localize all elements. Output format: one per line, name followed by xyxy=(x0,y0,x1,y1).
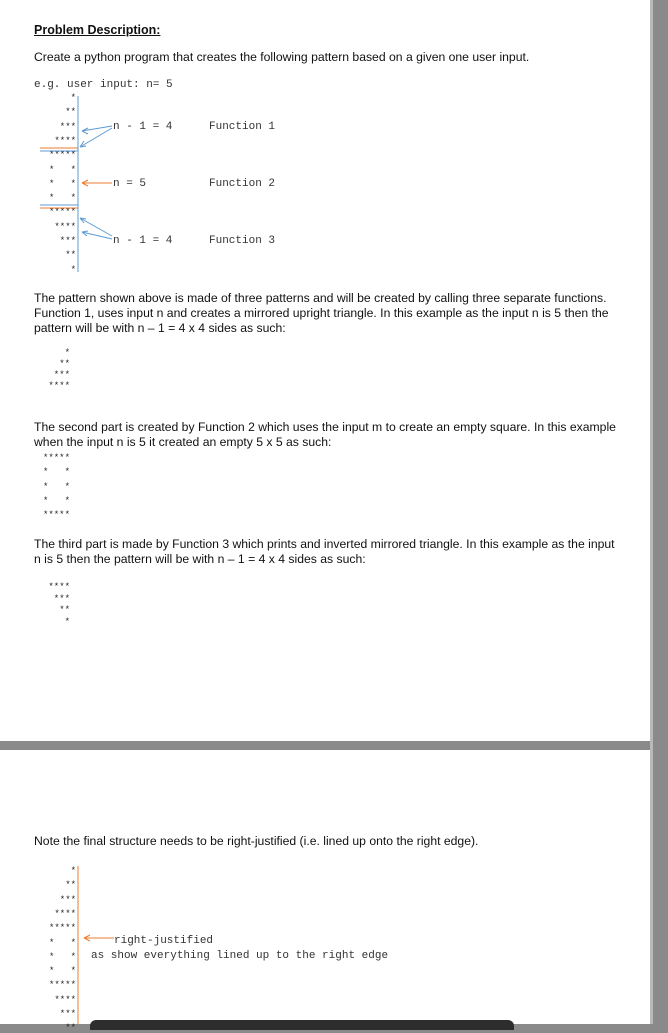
pattern-row: ** xyxy=(65,250,76,261)
pattern-row: **** xyxy=(54,908,76,919)
arrow-icon xyxy=(82,231,112,239)
pattern-row: ***** xyxy=(48,207,76,218)
pattern-row: * xyxy=(64,348,70,358)
pattern-row: * * xyxy=(48,164,76,175)
arrow-icon xyxy=(82,180,112,186)
pattern-row: ** xyxy=(65,880,76,891)
label-eq-1: n - 1 = 4 xyxy=(113,121,173,133)
pattern-row: ***** xyxy=(48,980,76,991)
pattern-row: * * xyxy=(42,481,70,492)
pattern-row: **** xyxy=(54,135,76,146)
pattern-row: **** xyxy=(54,994,76,1005)
pattern-row: **** xyxy=(54,221,76,232)
pattern-row: * xyxy=(70,93,76,103)
pattern-row: * * xyxy=(48,937,76,948)
label-function-2: Function 2 xyxy=(209,178,276,190)
pattern-row: ** xyxy=(59,359,70,369)
pattern-row: **** xyxy=(48,582,70,592)
pattern-row: ***** xyxy=(42,510,70,521)
pattern-row: *** xyxy=(53,370,70,380)
intro-text: Create a python program that creates the following pattern based on a given one user input. xyxy=(34,50,530,64)
label-eq-3: n - 1 = 4 xyxy=(113,235,173,247)
pattern-row: *** xyxy=(59,121,76,132)
bottom-scrollbar[interactable] xyxy=(90,1020,514,1030)
arrow-icon xyxy=(84,935,114,941)
label-eq-2: n = 5 xyxy=(113,178,147,190)
paragraph-function-2: The second part is created by Function 2 which uses the input m to create an empty square. In this example when the input n is 5 it created an empty 5 x 5 as such: xyxy=(34,420,616,450)
pattern-row: ***** xyxy=(48,150,76,161)
arrow-icon xyxy=(82,126,112,134)
pattern-row: *** xyxy=(53,593,70,604)
pattern-row: * xyxy=(70,866,76,876)
label-function-3: Function 3 xyxy=(209,235,276,247)
pattern-row: ***** xyxy=(48,923,76,934)
annotation-explanation: as show everything lined up to the right edge xyxy=(91,950,389,962)
note-text: Note the final structure needs to be right-justified (i.e. lined up onto the right edge). xyxy=(34,834,479,848)
pattern-row: ** xyxy=(65,107,76,118)
pattern-row: ** xyxy=(59,605,70,615)
pattern-row: * xyxy=(64,616,70,627)
paragraph-function-1: The pattern shown above is made of three patterns and will be created by calling three separate functions. Function 1, uses input n and creates a mirrored upright triangle. In this example as the input n is 5 then the pattern will be with n – 1 = 4 x 4 sides as such: xyxy=(34,291,609,336)
pattern-row: * * xyxy=(42,467,70,478)
arrow-icon xyxy=(80,218,112,236)
pattern-row: **** xyxy=(48,381,70,391)
pattern-row: *** xyxy=(59,894,76,905)
pattern-row: * * xyxy=(42,495,70,506)
pattern-row: ***** xyxy=(42,453,70,463)
final-annotation-lines xyxy=(0,750,650,1024)
pattern-row: * * xyxy=(48,178,76,189)
annotation-right-justified: right-justified xyxy=(114,935,214,947)
pattern-row: * xyxy=(70,264,76,275)
document-page-2 xyxy=(0,750,650,1033)
pattern-row: *** xyxy=(59,1009,76,1019)
paragraph-function-3: The third part is made by Function 3 which prints and inverted mirrored triangle. In this example as the input n is 5 then the pattern will be with n – 1 = 4 x 4 sides as such: xyxy=(34,537,615,567)
pattern-row: * * xyxy=(48,951,76,962)
pattern-row: ** xyxy=(65,1023,76,1033)
viewer-side-panel xyxy=(650,0,668,1024)
pattern-row: * * xyxy=(48,966,76,977)
pattern-row: * * xyxy=(48,193,76,204)
example-input: e.g. user input: n= 5 xyxy=(34,79,173,91)
label-function-1: Function 1 xyxy=(209,121,276,133)
pattern-row: *** xyxy=(59,236,76,246)
problem-heading: Problem Description: xyxy=(34,23,161,37)
